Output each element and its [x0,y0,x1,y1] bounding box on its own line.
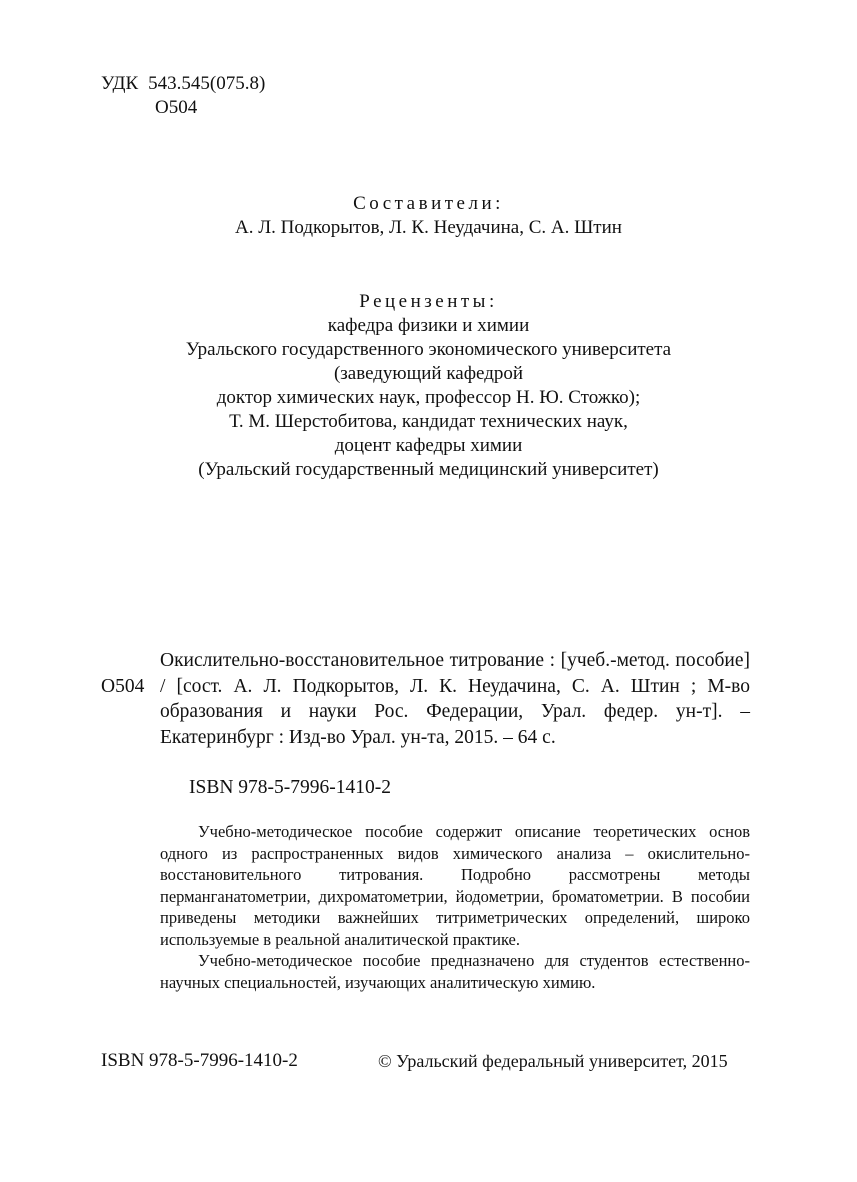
reviewer-line: Уральского государственного экономического университета [185,339,672,360]
compilers-block [0,192,857,240]
reviewer-line: кафедра физики и химии [327,315,530,336]
compilers-heading: Составители: [353,193,504,214]
reviewer-line: (Уральский государственный медицинский университет) [198,459,659,480]
reviewer-line: Т. М. Шерстобитова, кандидат технических наук, [229,411,628,432]
reviewer-line: доктор химических наук, профессор Н. Ю. Стожко); [216,387,641,408]
annotation-paragraph: Учебно-методическое пособие содержит описание теоретических основ одного из распространенных видов химического анализа – окислительно-восстановительного титрования. Подробно рассмотрены методы перманганатометрии, дихроматометрии, йодометрии, броматометрии. В пособии приведены методики важнейших титриметрических определений, широко используемые в реальной аналитической практике. [160,822,750,949]
reviewers-heading: Рецензенты: [359,291,498,312]
footer-copyright: © Уральский федеральный университет, 2015 [378,1051,728,1071]
footer-isbn: ISBN 978-5-7996-1410-2 [101,1050,298,1071]
udk-label: УДК [101,73,139,94]
reviewer-line: доцент кафедры химии [334,435,523,456]
annotation [160,821,750,993]
annotation-paragraph: Учебно-методическое пособие предназначено для студентов естественно-научных специальностей, изучающих аналитическую химию. [160,951,750,992]
udk-code: 543.545(075.8) [148,73,266,94]
bibliographic-index: О504 [101,676,145,697]
udk-index: О504 [155,97,198,118]
reviewer-line: (заведующий кафедрой [333,363,524,384]
compilers-names: А. Л. Подкорытов, Л. К. Неудачина, С. А. Штин [235,217,622,238]
udk-block [101,72,265,120]
reviewers-block [0,290,857,482]
bibliographic-isbn: ISBN 978-5-7996-1410-2 [189,777,392,798]
bibliographic-description: Окислительно-восстановительное титрование : [учеб.-метод. пособие] / [сост. А. Л. Подкорытов, Л. К. Неудачина, С. А. Штин ; М-во образования и науки Рос. Федерации, Урал. федер. ун-т]. – Екатеринбург : Изд-во Урал. ун-та, 2015. – 64 с. [160,650,750,748]
